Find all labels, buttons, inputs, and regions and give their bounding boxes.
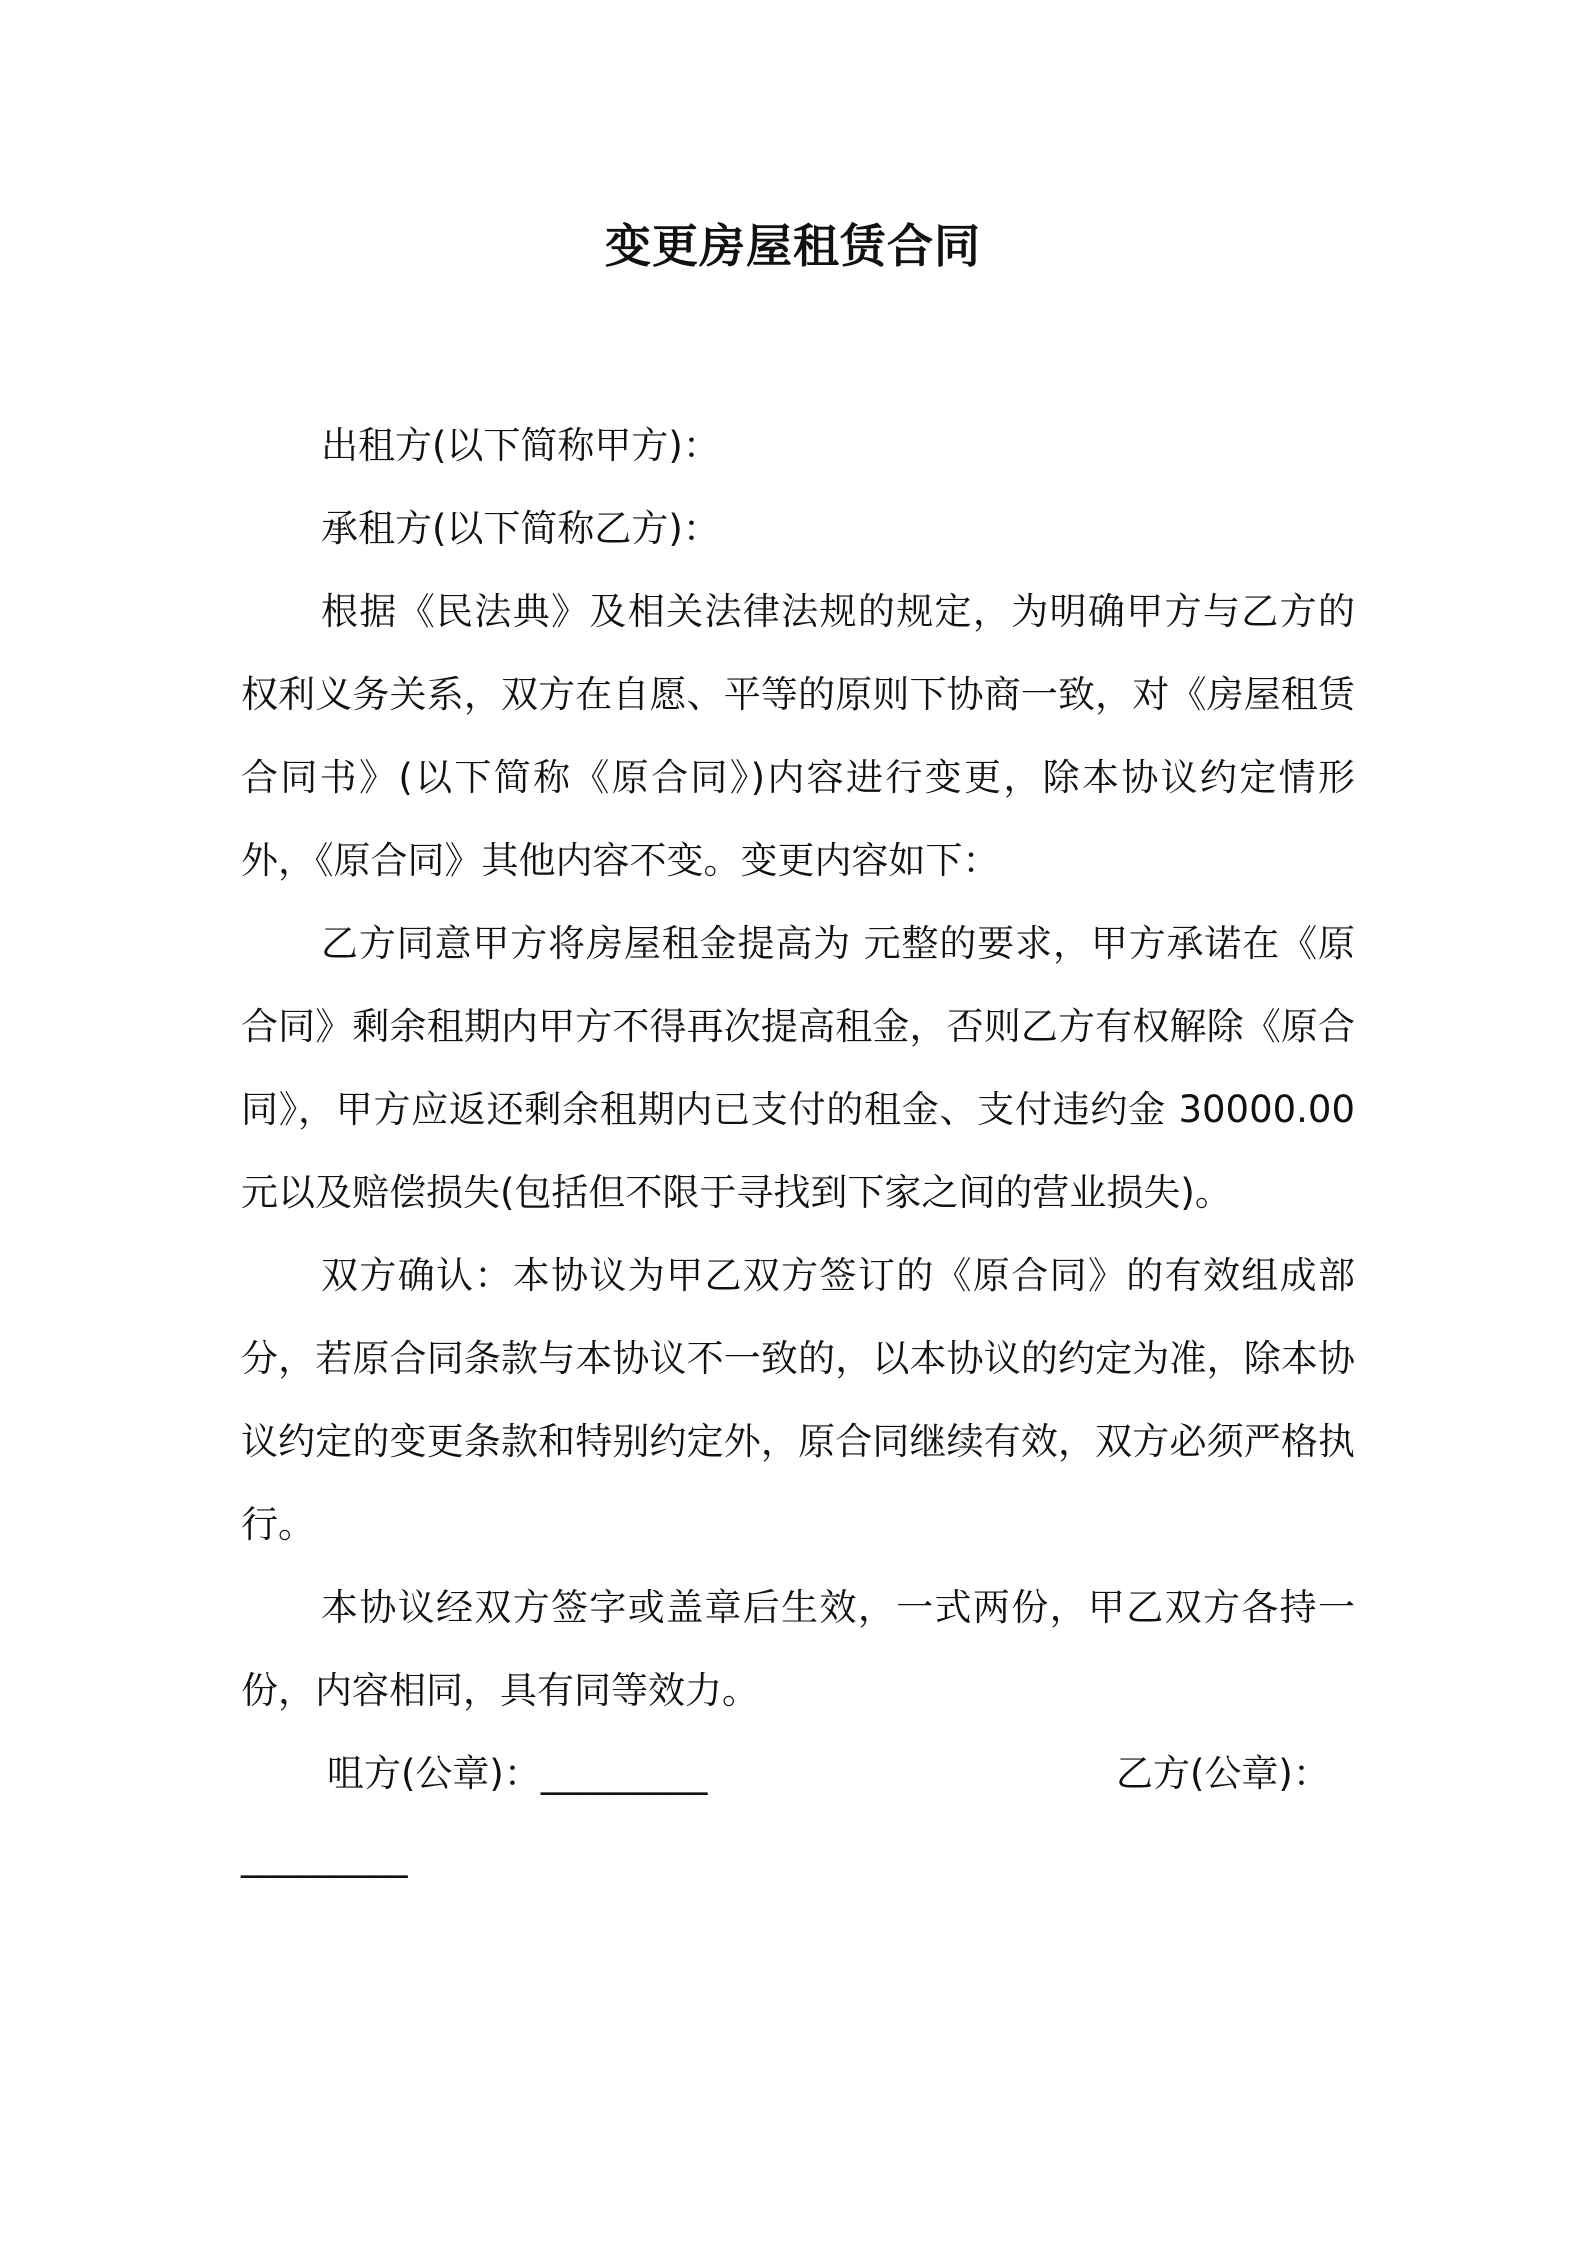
paragraph-effectiveness: 本协议经双方签字或盖章后生效，一式两份，甲乙双方各持一份，内容相同，具有同等效力。 xyxy=(241,1586,1355,1712)
party-a-signature: 咀方(公章)：_________ xyxy=(327,1752,708,1795)
signature-row xyxy=(241,1732,1355,1815)
paragraph-basis: 根据《民法典》及相关法律法规的规定，为明确甲方与乙方的权利义务关系，双方在自愿、平等的原则下协商一致，对《房屋租赁合同书》(以下简称《原合同》)内容进行变更，除本协议约定情形外，《原合同》其他内容不变。变更内容如下： xyxy=(241,590,1355,882)
party-b-signature: 乙方(公章)： xyxy=(1116,1752,1330,1795)
document-title: 变更房屋租赁合同 xyxy=(605,219,981,273)
document-body xyxy=(241,404,1355,1898)
lessor-line: 出租方(以下简称甲方)： xyxy=(321,424,720,467)
party-b-signature-line: _________ xyxy=(241,1835,408,1878)
paragraph-confirmation: 双方确认：本协议为甲乙双方签订的《原合同》的有效组成部分，若原合同条款与本协议不一致的，以本协议的约定为准，除本协议约定的变更条款和特别约定外，原合同继续有效，双方必须严格执行。 xyxy=(241,1254,1355,1546)
lessee-line: 承租方(以下简称乙方)： xyxy=(321,507,720,550)
paragraph-rent-change: 乙方同意甲方将房屋租金提高为 元整的要求，甲方承诺在《原合同》剩余租期内甲方不得再次提高租金，否则乙方有权解除《原合同》，甲方应返还剩余租期内已支付的租金、支付违约金 30000.00 元以及赔偿损失(包括但不限于寻找到下家之间的营业损失)。 xyxy=(241,922,1355,1214)
